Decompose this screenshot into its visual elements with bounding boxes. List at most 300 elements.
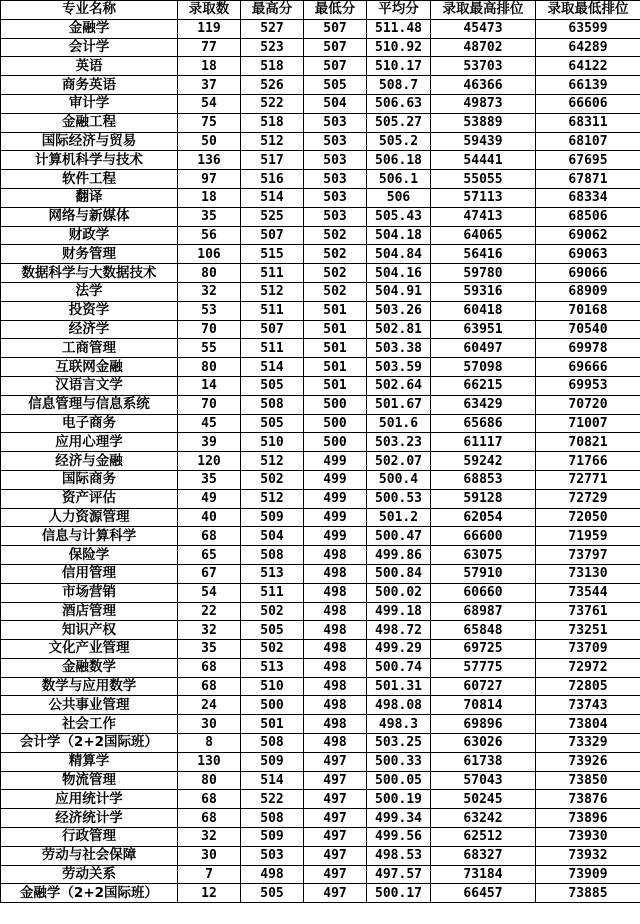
cell-highest-score: 505 — [241, 621, 304, 640]
cell-lowest-score: 507 — [304, 57, 367, 76]
cell-admitted-count: 136 — [178, 151, 241, 170]
cell-admitted-count: 18 — [178, 57, 241, 76]
cell-highest-score: 525 — [241, 207, 304, 226]
cell-lowest-rank: 68311 — [536, 113, 640, 132]
cell-highest-rank: 65848 — [431, 621, 536, 640]
cell-lowest-score: 497 — [304, 771, 367, 790]
cell-major-name: 财政学 — [1, 226, 178, 245]
table-row — [1, 414, 640, 433]
cell-major-name: 金融工程 — [1, 113, 178, 132]
cell-average-score: 510.92 — [367, 38, 431, 57]
cell-lowest-rank: 73885 — [536, 884, 640, 903]
cell-lowest-score: 503 — [304, 207, 367, 226]
cell-highest-score: 512 — [241, 452, 304, 471]
cell-highest-score: 505 — [241, 376, 304, 395]
cell-major-name: 软件工程 — [1, 170, 178, 189]
cell-admitted-count: 39 — [178, 433, 241, 452]
cell-highest-rank: 57113 — [431, 188, 536, 207]
cell-major-name: 互联网金融 — [1, 358, 178, 377]
cell-highest-rank: 62512 — [431, 828, 536, 847]
table-row — [1, 621, 640, 640]
cell-lowest-rank: 73896 — [536, 809, 640, 828]
cell-highest-rank: 69725 — [431, 640, 536, 659]
cell-major-name: 金融学（2+2国际班） — [1, 884, 178, 903]
cell-highest-score: 510 — [241, 677, 304, 696]
cell-lowest-rank: 73329 — [536, 734, 640, 753]
table-row — [1, 226, 640, 245]
table-row — [1, 282, 640, 301]
cell-major-name: 投资学 — [1, 301, 178, 320]
cell-admitted-count: 106 — [178, 245, 241, 264]
cell-average-score: 502.07 — [367, 452, 431, 471]
cell-admitted-count: 68 — [178, 809, 241, 828]
cell-admitted-count: 50 — [178, 132, 241, 151]
cell-highest-score: 527 — [241, 19, 304, 38]
cell-admitted-count: 119 — [178, 19, 241, 38]
cell-lowest-score: 498 — [304, 696, 367, 715]
cell-lowest-rank: 69978 — [536, 339, 640, 358]
table-row — [1, 113, 640, 132]
cell-highest-rank: 65686 — [431, 414, 536, 433]
cell-average-score: 505.27 — [367, 113, 431, 132]
cell-highest-rank: 57910 — [431, 564, 536, 583]
cell-lowest-rank: 73850 — [536, 771, 640, 790]
cell-admitted-count: 68 — [178, 790, 241, 809]
cell-average-score: 498.08 — [367, 696, 431, 715]
cell-lowest-rank: 68506 — [536, 207, 640, 226]
table-row — [1, 395, 640, 414]
cell-admitted-count: 68 — [178, 658, 241, 677]
cell-admitted-count: 130 — [178, 752, 241, 771]
cell-lowest-score: 497 — [304, 809, 367, 828]
cell-highest-score: 508 — [241, 809, 304, 828]
table-row — [1, 865, 640, 884]
cell-lowest-rank: 66139 — [536, 76, 640, 95]
table-row — [1, 170, 640, 189]
cell-lowest-score: 497 — [304, 884, 367, 903]
cell-major-name: 翻译 — [1, 188, 178, 207]
table-row — [1, 358, 640, 377]
table-row — [1, 546, 640, 565]
cell-lowest-rank: 72771 — [536, 470, 640, 489]
cell-lowest-score: 500 — [304, 433, 367, 452]
cell-lowest-rank: 69066 — [536, 264, 640, 283]
table-row — [1, 583, 640, 602]
cell-highest-score: 504 — [241, 527, 304, 546]
cell-admitted-count: 75 — [178, 113, 241, 132]
table-row — [1, 76, 640, 95]
cell-lowest-score: 500 — [304, 414, 367, 433]
cell-highest-rank: 66215 — [431, 376, 536, 395]
cell-highest-score: 509 — [241, 828, 304, 847]
cell-major-name: 法学 — [1, 282, 178, 301]
cell-highest-rank: 73184 — [431, 865, 536, 884]
cell-highest-score: 498 — [241, 865, 304, 884]
cell-lowest-rank: 73797 — [536, 546, 640, 565]
cell-highest-score: 502 — [241, 602, 304, 621]
cell-highest-rank: 59128 — [431, 489, 536, 508]
table-row — [1, 339, 640, 358]
table-row — [1, 489, 640, 508]
cell-lowest-rank: 69953 — [536, 376, 640, 395]
table-row — [1, 677, 640, 696]
cell-lowest-score: 502 — [304, 245, 367, 264]
cell-highest-rank: 64065 — [431, 226, 536, 245]
cell-admitted-count: 80 — [178, 264, 241, 283]
cell-admitted-count: 77 — [178, 38, 241, 57]
table-row — [1, 752, 640, 771]
cell-highest-rank: 60727 — [431, 677, 536, 696]
cell-lowest-score: 498 — [304, 621, 367, 640]
cell-highest-rank: 47413 — [431, 207, 536, 226]
table-row — [1, 57, 640, 76]
cell-lowest-rank: 73709 — [536, 640, 640, 659]
table-row — [1, 376, 640, 395]
cell-average-score: 499.56 — [367, 828, 431, 847]
cell-average-score: 499.18 — [367, 602, 431, 621]
cell-highest-rank: 60418 — [431, 301, 536, 320]
cell-highest-score: 518 — [241, 57, 304, 76]
cell-average-score: 505.43 — [367, 207, 431, 226]
cell-lowest-score: 498 — [304, 546, 367, 565]
cell-major-name: 市场营销 — [1, 583, 178, 602]
table-row — [1, 320, 640, 339]
cell-lowest-score: 501 — [304, 339, 367, 358]
table-row — [1, 715, 640, 734]
table-row — [1, 884, 640, 903]
cell-average-score: 500.74 — [367, 658, 431, 677]
cell-lowest-rank: 73930 — [536, 828, 640, 847]
cell-major-name: 计算机科学与技术 — [1, 151, 178, 170]
cell-lowest-score: 503 — [304, 170, 367, 189]
cell-average-score: 508.7 — [367, 76, 431, 95]
cell-major-name: 信用管理 — [1, 564, 178, 583]
cell-highest-rank: 63075 — [431, 546, 536, 565]
cell-average-score: 504.16 — [367, 264, 431, 283]
cell-major-name: 行政管理 — [1, 828, 178, 847]
cell-highest-score: 514 — [241, 771, 304, 790]
cell-major-name: 经济统计学 — [1, 809, 178, 828]
cell-lowest-rank: 70540 — [536, 320, 640, 339]
cell-admitted-count: 54 — [178, 94, 241, 113]
cell-average-score: 500.33 — [367, 752, 431, 771]
table-row — [1, 696, 640, 715]
cell-highest-score: 502 — [241, 470, 304, 489]
cell-average-score: 503.23 — [367, 433, 431, 452]
header-major-name: 专业名称 — [1, 1, 178, 20]
cell-lowest-rank: 67695 — [536, 151, 640, 170]
cell-major-name: 物流管理 — [1, 771, 178, 790]
cell-highest-rank: 57775 — [431, 658, 536, 677]
cell-major-name: 会计学（2+2国际班） — [1, 734, 178, 753]
header-highest-rank: 录取最高排位 — [431, 1, 536, 20]
cell-lowest-score: 498 — [304, 677, 367, 696]
cell-major-name: 信息管理与信息系统 — [1, 395, 178, 414]
cell-average-score: 500.05 — [367, 771, 431, 790]
cell-admitted-count: 70 — [178, 395, 241, 414]
cell-major-name: 会计学 — [1, 38, 178, 57]
table-row — [1, 734, 640, 753]
cell-major-name: 电子商务 — [1, 414, 178, 433]
cell-lowest-rank: 73926 — [536, 752, 640, 771]
cell-major-name: 网络与新媒体 — [1, 207, 178, 226]
cell-average-score: 500.4 — [367, 470, 431, 489]
cell-admitted-count: 120 — [178, 452, 241, 471]
cell-admitted-count: 37 — [178, 76, 241, 95]
cell-highest-score: 507 — [241, 226, 304, 245]
cell-lowest-rank: 63599 — [536, 19, 640, 38]
cell-lowest-score: 497 — [304, 846, 367, 865]
cell-major-name: 应用心理学 — [1, 433, 178, 452]
cell-average-score: 503.59 — [367, 358, 431, 377]
cell-average-score: 501.6 — [367, 414, 431, 433]
table-row — [1, 452, 640, 471]
cell-average-score: 499.86 — [367, 546, 431, 565]
cell-highest-score: 502 — [241, 640, 304, 659]
cell-lowest-rank: 71007 — [536, 414, 640, 433]
cell-highest-rank: 60660 — [431, 583, 536, 602]
cell-highest-rank: 49873 — [431, 94, 536, 113]
cell-average-score: 500.02 — [367, 583, 431, 602]
header-admitted-count: 录取数 — [178, 1, 241, 20]
table-row — [1, 38, 640, 57]
cell-admitted-count: 55 — [178, 339, 241, 358]
cell-average-score: 500.84 — [367, 564, 431, 583]
cell-lowest-score: 507 — [304, 19, 367, 38]
cell-major-name: 信息与计算科学 — [1, 527, 178, 546]
cell-major-name: 劳动关系 — [1, 865, 178, 884]
cell-major-name: 公共事业管理 — [1, 696, 178, 715]
cell-lowest-score: 498 — [304, 715, 367, 734]
cell-major-name: 数据科学与大数据技术 — [1, 264, 178, 283]
cell-lowest-score: 501 — [304, 376, 367, 395]
table-row — [1, 508, 640, 527]
cell-highest-score: 511 — [241, 264, 304, 283]
cell-average-score: 506.1 — [367, 170, 431, 189]
cell-highest-rank: 63429 — [431, 395, 536, 414]
table-header-row — [1, 1, 640, 20]
cell-admitted-count: 32 — [178, 621, 241, 640]
table-row — [1, 245, 640, 264]
cell-lowest-score: 503 — [304, 188, 367, 207]
table-row — [1, 564, 640, 583]
cell-lowest-rank: 69063 — [536, 245, 640, 264]
cell-highest-rank: 59439 — [431, 132, 536, 151]
cell-average-score: 510.17 — [367, 57, 431, 76]
cell-admitted-count: 54 — [178, 583, 241, 602]
cell-highest-score: 508 — [241, 395, 304, 414]
cell-major-name: 汉语言文学 — [1, 376, 178, 395]
cell-lowest-score: 498 — [304, 658, 367, 677]
cell-lowest-rank: 72050 — [536, 508, 640, 527]
cell-highest-rank: 50245 — [431, 790, 536, 809]
cell-lowest-rank: 73876 — [536, 790, 640, 809]
table-row — [1, 828, 640, 847]
cell-major-name: 经济学 — [1, 320, 178, 339]
cell-admitted-count: 18 — [178, 188, 241, 207]
cell-lowest-score: 499 — [304, 508, 367, 527]
cell-highest-score: 509 — [241, 752, 304, 771]
cell-lowest-score: 501 — [304, 320, 367, 339]
cell-highest-rank: 59780 — [431, 264, 536, 283]
cell-admitted-count: 40 — [178, 508, 241, 527]
table-row — [1, 207, 640, 226]
table-row — [1, 809, 640, 828]
cell-highest-score: 514 — [241, 358, 304, 377]
cell-average-score: 500.17 — [367, 884, 431, 903]
cell-highest-score: 510 — [241, 433, 304, 452]
cell-average-score: 498.53 — [367, 846, 431, 865]
cell-highest-rank: 63951 — [431, 320, 536, 339]
cell-lowest-rank: 68107 — [536, 132, 640, 151]
header-average-score: 平均分 — [367, 1, 431, 20]
cell-highest-rank: 53889 — [431, 113, 536, 132]
cell-lowest-score: 497 — [304, 828, 367, 847]
cell-highest-score: 523 — [241, 38, 304, 57]
cell-lowest-score: 503 — [304, 151, 367, 170]
cell-lowest-score: 502 — [304, 264, 367, 283]
cell-lowest-score: 499 — [304, 489, 367, 508]
cell-highest-rank: 57098 — [431, 358, 536, 377]
cell-admitted-count: 8 — [178, 734, 241, 753]
cell-lowest-score: 500 — [304, 395, 367, 414]
table-row — [1, 790, 640, 809]
cell-highest-score: 518 — [241, 113, 304, 132]
cell-highest-score: 507 — [241, 320, 304, 339]
cell-lowest-rank: 73251 — [536, 621, 640, 640]
cell-average-score: 506.18 — [367, 151, 431, 170]
cell-average-score: 502.64 — [367, 376, 431, 395]
cell-major-name: 商务英语 — [1, 76, 178, 95]
cell-average-score: 501.31 — [367, 677, 431, 696]
cell-lowest-score: 499 — [304, 470, 367, 489]
cell-average-score: 499.29 — [367, 640, 431, 659]
cell-lowest-rank: 72805 — [536, 677, 640, 696]
cell-highest-rank: 60497 — [431, 339, 536, 358]
cell-admitted-count: 70 — [178, 320, 241, 339]
cell-major-name: 文化产业管理 — [1, 640, 178, 659]
cell-major-name: 酒店管理 — [1, 602, 178, 621]
cell-average-score: 501.2 — [367, 508, 431, 527]
cell-average-score: 503.25 — [367, 734, 431, 753]
cell-highest-score: 512 — [241, 282, 304, 301]
table-row — [1, 658, 640, 677]
cell-major-name: 审计学 — [1, 94, 178, 113]
cell-highest-rank: 53703 — [431, 57, 536, 76]
table-row — [1, 846, 640, 865]
cell-highest-score: 514 — [241, 188, 304, 207]
cell-lowest-score: 502 — [304, 226, 367, 245]
table-row — [1, 132, 640, 151]
cell-average-score: 504.91 — [367, 282, 431, 301]
cell-major-name: 人力资源管理 — [1, 508, 178, 527]
table-row — [1, 188, 640, 207]
cell-lowest-score: 504 — [304, 94, 367, 113]
cell-lowest-score: 498 — [304, 583, 367, 602]
cell-admitted-count: 35 — [178, 470, 241, 489]
cell-lowest-rank: 66606 — [536, 94, 640, 113]
cell-admitted-count: 32 — [178, 828, 241, 847]
cell-lowest-rank: 69062 — [536, 226, 640, 245]
cell-major-name: 工商管理 — [1, 339, 178, 358]
cell-lowest-rank: 72729 — [536, 489, 640, 508]
cell-admitted-count: 32 — [178, 282, 241, 301]
table-body — [1, 19, 640, 902]
cell-lowest-rank: 68909 — [536, 282, 640, 301]
cell-average-score: 498.72 — [367, 621, 431, 640]
table-row — [1, 771, 640, 790]
cell-highest-rank: 56416 — [431, 245, 536, 264]
cell-admitted-count: 30 — [178, 846, 241, 865]
header-lowest-score: 最低分 — [304, 1, 367, 20]
cell-highest-rank: 66600 — [431, 527, 536, 546]
cell-major-name: 数学与应用数学 — [1, 677, 178, 696]
cell-highest-score: 511 — [241, 583, 304, 602]
cell-highest-score: 503 — [241, 846, 304, 865]
cell-highest-rank: 55055 — [431, 170, 536, 189]
cell-major-name: 经济与金融 — [1, 452, 178, 471]
cell-major-name: 国际商务 — [1, 470, 178, 489]
cell-highest-rank: 61738 — [431, 752, 536, 771]
cell-lowest-score: 502 — [304, 282, 367, 301]
cell-highest-score: 512 — [241, 489, 304, 508]
cell-highest-score: 526 — [241, 76, 304, 95]
cell-admitted-count: 67 — [178, 564, 241, 583]
cell-lowest-score: 497 — [304, 790, 367, 809]
cell-average-score: 503.38 — [367, 339, 431, 358]
cell-highest-score: 511 — [241, 339, 304, 358]
cell-lowest-rank: 68334 — [536, 188, 640, 207]
cell-major-name: 社会工作 — [1, 715, 178, 734]
cell-highest-rank: 68853 — [431, 470, 536, 489]
cell-admitted-count: 45 — [178, 414, 241, 433]
cell-average-score: 501.67 — [367, 395, 431, 414]
header-lowest-rank: 录取最低排位 — [536, 1, 640, 20]
cell-admitted-count: 68 — [178, 677, 241, 696]
cell-highest-rank: 63026 — [431, 734, 536, 753]
cell-lowest-score: 501 — [304, 358, 367, 377]
cell-highest-rank: 59316 — [431, 282, 536, 301]
cell-lowest-score: 499 — [304, 452, 367, 471]
cell-admitted-count: 56 — [178, 226, 241, 245]
cell-highest-score: 515 — [241, 245, 304, 264]
cell-highest-score: 500 — [241, 696, 304, 715]
cell-lowest-rank: 73130 — [536, 564, 640, 583]
cell-admitted-count: 97 — [178, 170, 241, 189]
cell-highest-rank: 68327 — [431, 846, 536, 865]
table-row — [1, 640, 640, 659]
cell-lowest-score: 505 — [304, 76, 367, 95]
cell-average-score: 500.53 — [367, 489, 431, 508]
table-row — [1, 470, 640, 489]
cell-major-name: 英语 — [1, 57, 178, 76]
cell-highest-rank: 63242 — [431, 809, 536, 828]
cell-lowest-score: 498 — [304, 640, 367, 659]
cell-highest-score: 508 — [241, 734, 304, 753]
cell-average-score: 511.48 — [367, 19, 431, 38]
cell-average-score: 500.47 — [367, 527, 431, 546]
cell-major-name: 应用统计学 — [1, 790, 178, 809]
cell-lowest-rank: 64122 — [536, 57, 640, 76]
cell-major-name: 保险学 — [1, 546, 178, 565]
cell-highest-score: 522 — [241, 94, 304, 113]
cell-lowest-rank: 73544 — [536, 583, 640, 602]
table-row — [1, 19, 640, 38]
cell-lowest-score: 503 — [304, 132, 367, 151]
cell-lowest-rank: 69666 — [536, 358, 640, 377]
cell-highest-rank: 70814 — [431, 696, 536, 715]
cell-average-score: 502.81 — [367, 320, 431, 339]
